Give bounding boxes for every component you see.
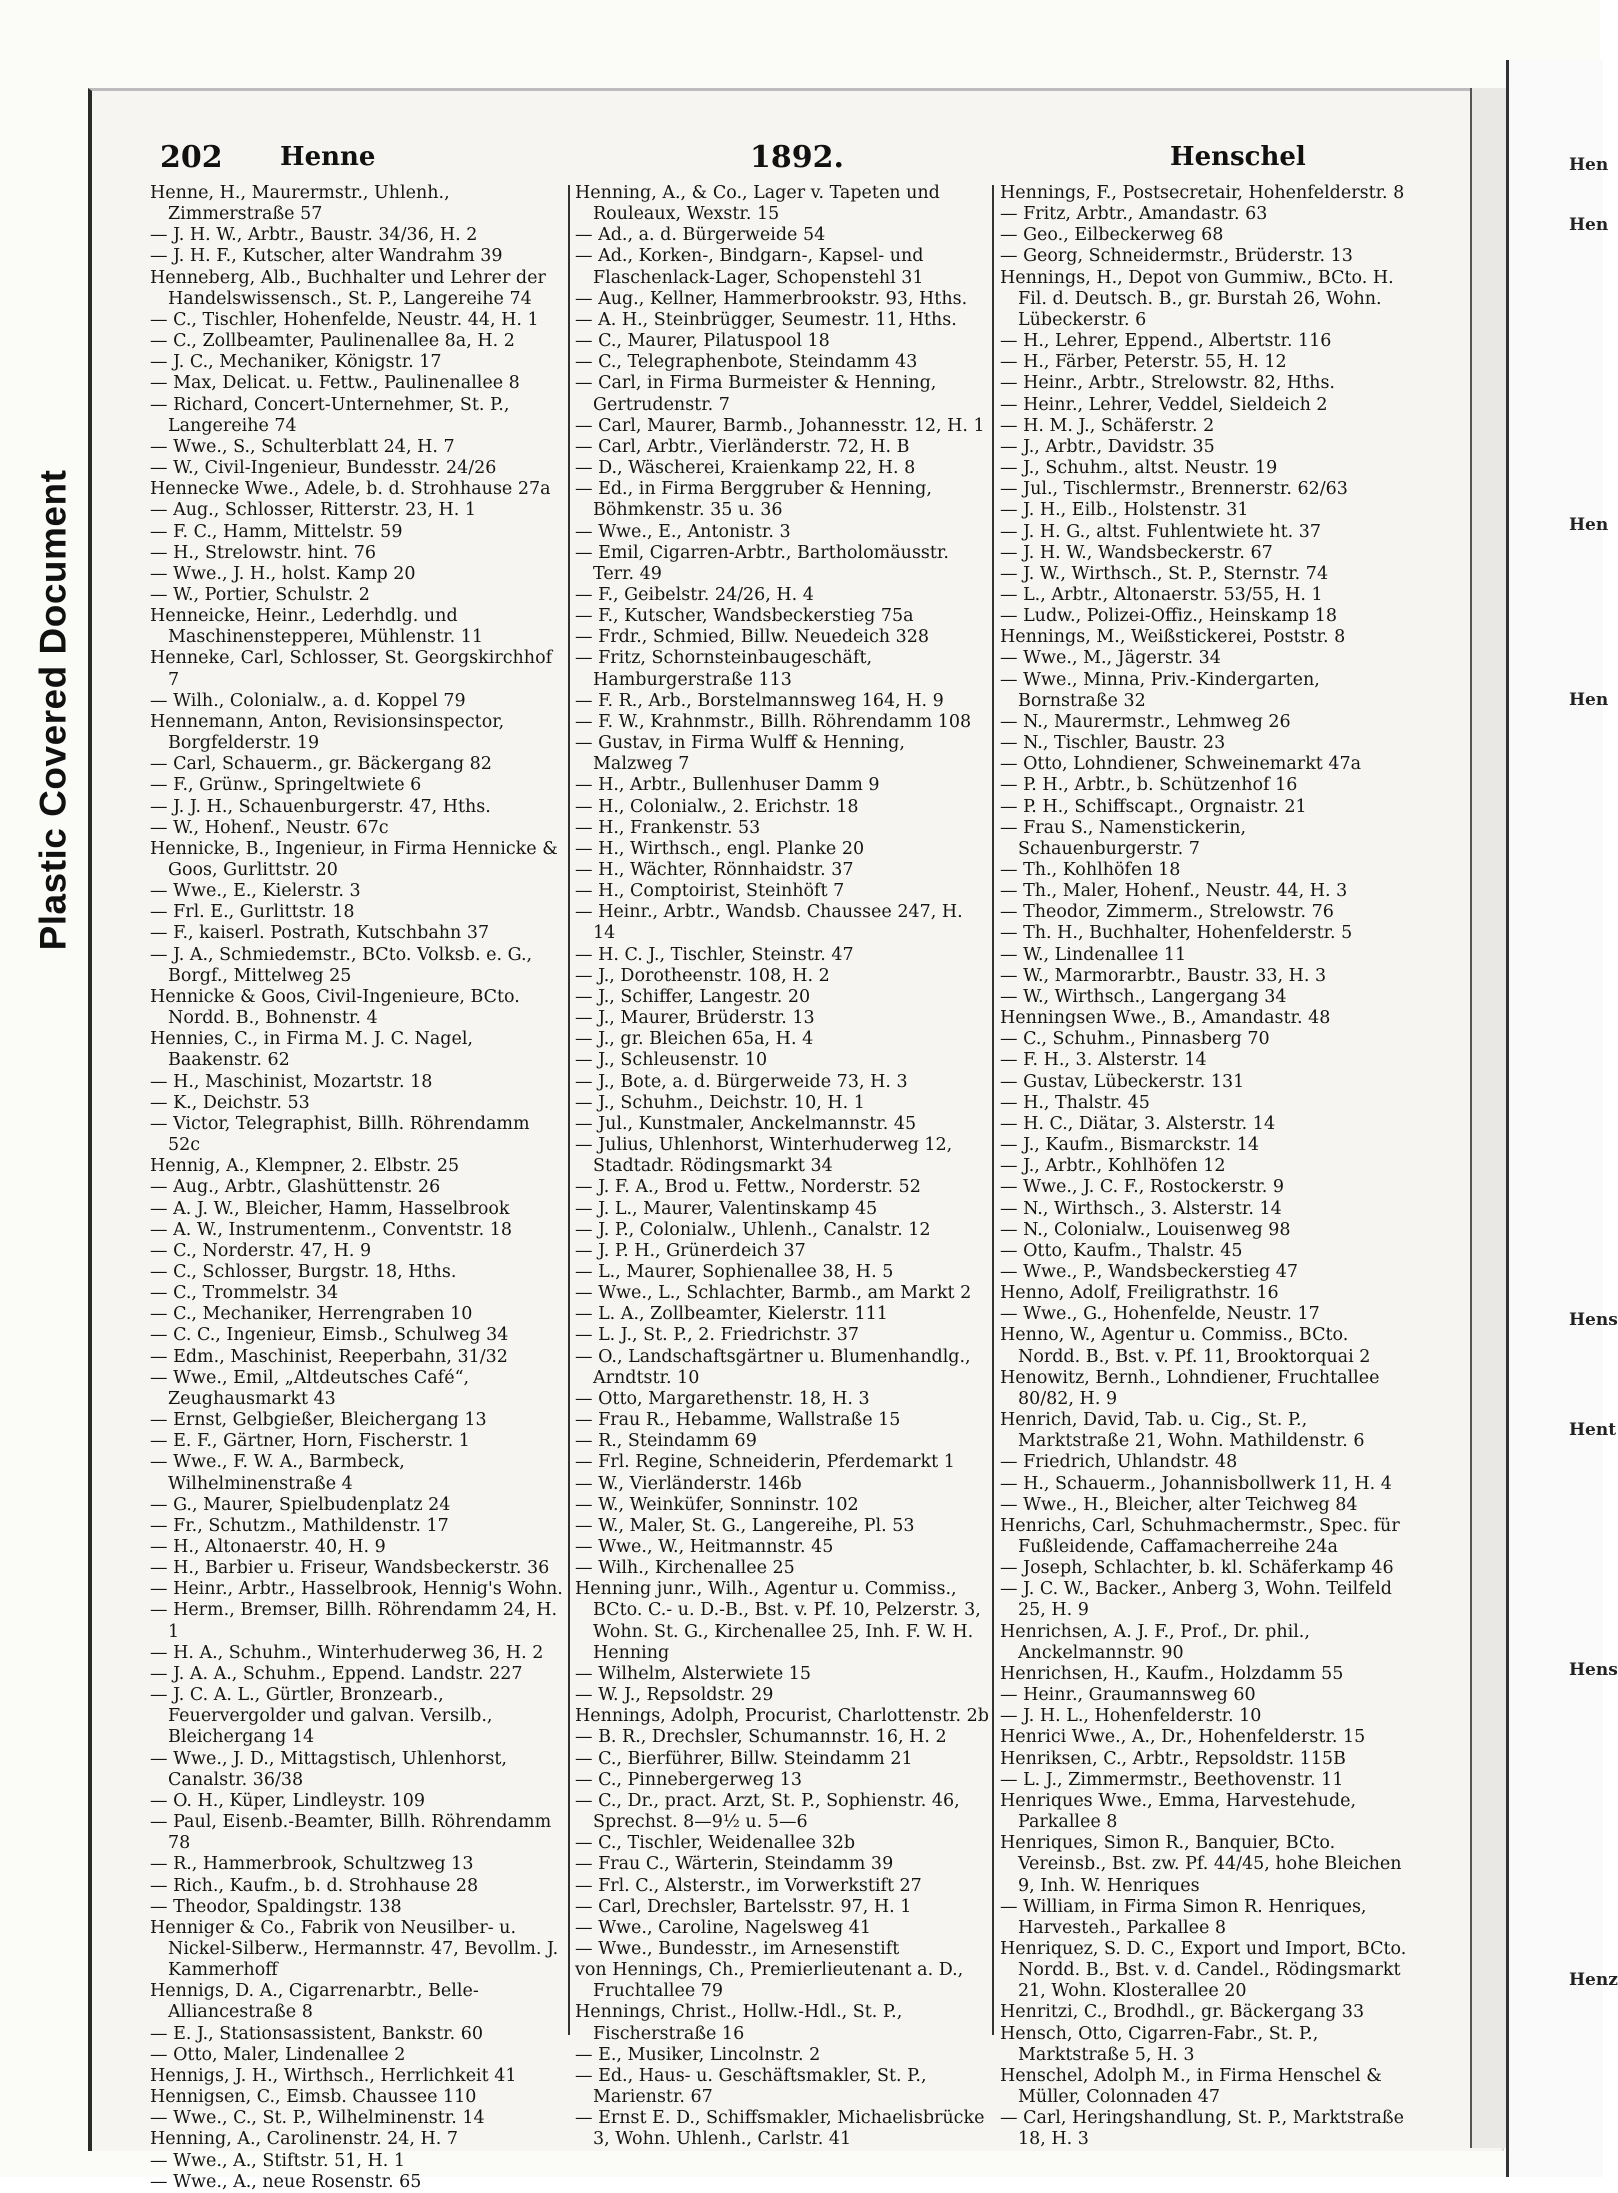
directory-entry: — L., Arbtr., Altonaerstr. 53/55, H. 1 — [1000, 584, 1323, 605]
directory-entry: — L. A., Zollbeamter, Kielerstr. 111 — [575, 1304, 888, 1325]
directory-entry: — Geo., Eilbeckerweg 68 — [1000, 225, 1224, 246]
next-page-fragment: Hen — [1569, 690, 1609, 710]
directory-entry: — H. C. J., Tischler, Steinstr. 47 — [575, 944, 854, 965]
directory-entry: — Fritz, Schornsteinbaugeschäft, Hamburgerstraße 113 — [575, 648, 873, 690]
directory-entry: — Wwe., P., Wandsbeckerstieg 47 — [1000, 1261, 1299, 1282]
directory-entry: — D., Wäscherei, Kraienkamp 22, H. 8 — [575, 458, 916, 479]
directory-entry: — Georg, Schneidermstr., Brüderstr. 13 — [1000, 246, 1353, 267]
directory-entry: Hennicke & Goos, Civil-Ingenieure, BCto. Nordd. B., Bohnenstr. 4 — [150, 986, 520, 1029]
directory-entry: — N., Wirthsch., 3. Alsterstr. 14 — [1000, 1198, 1282, 1219]
directory-entry: — H., Wächter, Rönnhaidstr. 37 — [575, 860, 854, 880]
directory-entry: — Victor, Telegraphist, Billh. Röhrendamm 52c — [150, 1113, 530, 1156]
directory-entry: — William, in Firma Simon R. Henriques, Harvesteh., Parkallee 8 — [1000, 1896, 1367, 1938]
directory-entry: Hennings, F., Postsecretair, Hohenfelderstr. 8 — [1000, 183, 1405, 203]
directory-entry: Henrichs, Carl, Schuhmachermstr., Spec. für Fußleidende, Caffamacherreihe 24a — [1000, 1515, 1400, 1557]
directory-entry: — C., Bierführer, Billw. Steindamm 21 — [575, 1748, 913, 1769]
directory-entry: — C., Norderstr. 47, H. 9 — [150, 1240, 372, 1261]
directory-entry: Hennings, Adolph, Procurist, Charlottenstr. 2b — [575, 1706, 989, 1727]
directory-entry: — Wilh., Kirchenallee 25 — [575, 1558, 795, 1579]
directory-entry: — F. R., Arb., Borstelmannsweg 164, H. 9 — [575, 690, 944, 711]
directory-entry: — Wwe., J. D., Mittagstisch, Uhlenhorst, Canalstr. 36/38 — [150, 1748, 507, 1790]
directory-column-3 — [1000, 183, 1410, 2150]
directory-entry: — Joseph, Schlachter, b. kl. Schäferkamp 46 — [1000, 1558, 1394, 1579]
directory-entry: — H., Färber, Peterstr. 55, H. 12 — [1000, 352, 1287, 373]
directory-entry: — Frl. E., Gurlittstr. 18 — [150, 902, 355, 923]
directory-entry: Hennigs, D. A., Cigarrenarbtr., Belle-Alliancestraße 8 — [150, 1981, 479, 2023]
next-page-fragment: Hen — [1569, 215, 1609, 235]
directory-entry: — H., Thalstr. 45 — [1000, 1092, 1150, 1113]
directory-entry: — H. C., Diätar, 3. Alsterstr. 14 — [1000, 1113, 1276, 1134]
directory-entry: — Carl, in Firma Burmeister & Henning, Gertrudenstr. 7 — [575, 373, 937, 415]
directory-entry: — H., Comptoirist, Steinhöft 7 — [575, 881, 845, 902]
directory-entry: — F., Geibelstr. 24/26, H. 4 — [575, 584, 814, 605]
directory-entry: — Rich., Kaufm., b. d. Strohhause 28 — [150, 1875, 479, 1896]
directory-entry: — H., Arbtr., Bullenhuser Damm 9 — [575, 775, 880, 796]
directory-entry: — B. R., Drechsler, Schumannstr. 16, H. 2 — [575, 1727, 947, 1748]
directory-entry: — H., Maschinist, Mozartstr. 18 — [150, 1071, 433, 1092]
directory-entry: Henrichsen, A. J. F., Prof., Dr. phil., Anckelmannstr. 90 — [1000, 1621, 1310, 1663]
directory-entry: — J., Schleusenstr. 10 — [575, 1050, 768, 1071]
directory-entry: — N., Tischler, Baustr. 23 — [1000, 733, 1226, 754]
directory-entry: Hennings, M., Weißstickerei, Poststr. 8 — [1000, 627, 1346, 648]
directory-entry: — H., Schauerm., Johannisbollwerk 11, H. 4 — [1000, 1473, 1392, 1494]
directory-entry: von Hennings, Ch., Premierlieutenant a. D., Fruchtallee 79 — [575, 1960, 964, 2002]
directory-entry: — J., Schiffer, Langestr. 20 — [575, 986, 811, 1007]
directory-entry: — Frl. Regine, Schneiderin, Pferdemarkt 1 — [575, 1452, 955, 1473]
directory-entry: — O., Landschaftsgärtner u. Blumenhandlg., Arndtstr. 10 — [575, 1346, 971, 1388]
directory-entry: — N., Maurermstr., Lehmweg 26 — [1000, 711, 1291, 732]
directory-entry: — J. P. H., Grünerdeich 37 — [575, 1240, 806, 1261]
directory-entry: — C., Mechaniker, Herrengraben 10 — [150, 1304, 473, 1325]
directory-entry: — Wwe., Bundesstr., im Arnesenstift — [575, 1938, 900, 1959]
directory-entry: Henriques Wwe., Emma, Harvestehude, Parkallee 8 — [1000, 1790, 1357, 1833]
directory-entry: — P. H., Arbtr., b. Schützenhof 16 — [1000, 775, 1298, 796]
directory-entry: — Th., Kohlhöfen 18 — [1000, 860, 1181, 880]
directory-entry: Henritzi, C., Brodhdl., gr. Bäckergang 33 — [1000, 2002, 1365, 2023]
directory-entry: — Wwe., F. W. A., Barmbeck, Wilhelminenstraße 4 — [150, 1452, 405, 1494]
directory-entry: — J. H. W., Arbtr., Baustr. 34/36, H. 2 — [150, 225, 478, 246]
directory-entry: — Wwe., Caroline, Nagelsweg 41 — [575, 1917, 871, 1938]
directory-entry: — Herm., Bremser, Billh. Röhrendamm 24, H. 1 — [150, 1600, 558, 1642]
directory-entry: — W., Civil-Ingenieur, Bundesstr. 24/26 — [150, 458, 497, 479]
page-number: 202 — [160, 140, 223, 175]
directory-entry: Henneke, Carl, Schlosser, St. Georgskirchhof 7 — [150, 648, 553, 690]
directory-entry: — A. H., Steinbrügger, Seumestr. 11, Hths. — [575, 309, 957, 330]
directory-entry: Henning, A., & Co., Lager v. Tapeten und Rouleaux, Wexstr. 15 — [575, 183, 940, 225]
directory-entry: Henrici Wwe., A., Dr., Hohenfelderstr. 15 — [1000, 1727, 1366, 1748]
directory-column-2 — [575, 183, 990, 2150]
directory-entry: — F. C., Hamm, Mittelstr. 59 — [150, 521, 403, 542]
directory-entry: — C., Tischler, Weidenallee 32b — [575, 1833, 856, 1854]
directory-entry: — J. P., Colonialw., Uhlenh., Canalstr. 12 — [575, 1219, 931, 1240]
directory-entry: — C., Schlosser, Burgstr. 18, Hths. — [150, 1261, 457, 1282]
directory-entry: — Carl, Arbtr., Vierländerstr. 72, H. B — [575, 436, 910, 457]
directory-entry: — Frau S., Namenstickerin, Schauenburgerstr. 7 — [1000, 817, 1247, 859]
directory-entry: — Wwe., E., Kielerstr. 3 — [150, 881, 361, 902]
directory-entry: — Carl, Drechsler, Bartelsstr. 97, H. 1 — [575, 1896, 912, 1917]
directory-entry: — P. H., Schiffscapt., Orgnaistr. 21 — [1000, 796, 1307, 817]
directory-entry: — W., Weinküfer, Sonninstr. 102 — [575, 1494, 859, 1515]
directory-entry: — Wwe., Minna, Priv.-Kindergarten, Bornstraße 32 — [1000, 669, 1320, 711]
directory-entry: — H., Barbier u. Friseur, Wandsbeckerstr. 36 — [150, 1558, 550, 1579]
directory-entry: Henno, Adolf, Freiligrathstr. 16 — [1000, 1283, 1279, 1304]
directory-entry: — Paul, Eisenb.-Beamter, Billh. Röhrendamm 78 — [150, 1812, 552, 1854]
directory-entry: — Aug., Kellner, Hammerbrookstr. 93, Hths. — [575, 288, 968, 309]
directory-entry: — J. H. L., Hohenfelderstr. 10 — [1000, 1706, 1262, 1727]
directory-entry: — Heinr., Graumannsweg 60 — [1000, 1685, 1256, 1706]
directory-entry: Henrichsen, H., Kaufm., Holzdamm 55 — [1000, 1663, 1344, 1684]
directory-entry: — Wwe., L., Schlachter, Barmb., am Markt 2 — [575, 1283, 972, 1304]
directory-entry: — H., Lehrer, Eppend., Albertstr. 116 — [1000, 331, 1332, 352]
directory-entry: — Carl, Maurer, Barmb., Johannesstr. 12, H. 1 — [575, 415, 985, 436]
directory-entry: — Theodor, Zimmerm., Strelowstr. 76 — [1000, 902, 1334, 923]
directory-entry: — J. H. F., Kutscher, alter Wandrahm 39 — [150, 246, 503, 267]
directory-entry: — Frau R., Hebamme, Wallstraße 15 — [575, 1410, 901, 1431]
directory-entry: Hennemann, Anton, Revisionsinspector, Borgfelderstr. 19 — [150, 711, 505, 754]
directory-entry: — L. J., St. P., 2. Friedrichstr. 37 — [575, 1325, 860, 1346]
directory-entry: — C. C., Ingenieur, Eimsb., Schulweg 34 — [150, 1325, 509, 1346]
directory-entry: — Aug., Schlosser, Ritterstr. 23, H. 1 — [150, 500, 476, 521]
directory-entry: Henning junr., Wilh., Agentur u. Commiss., BCto. C.- u. D.-B., Bst. v. Pf. 10, Pelzerstr. 3, Wohn. St. G., Kirchenallee 25, Inh. F. W. H. Henning — [575, 1579, 981, 1663]
directory-entry: — Wwe., J. H., holst. Kamp 20 — [150, 563, 416, 584]
directory-entry: — C., Dr., pract. Arzt, St. P., Sophienstr. 46, Sprechst. 8—9½ u. 5—6 — [575, 1790, 960, 1833]
directory-entry: — C., Telegraphenbote, Steindamm 43 — [575, 352, 918, 373]
directory-entry: Hennings, Christ., Hollw.-Hdl., St. P., Fischerstraße 16 — [575, 2002, 903, 2044]
directory-entry: — H., Wirthsch., engl. Planke 20 — [575, 838, 865, 859]
directory-entry: — Wilhelm, Alsterwiete 15 — [575, 1663, 812, 1684]
directory-entry: — J. A., Schmiedemstr., BCto. Volksb. e. G., Borgf., Mittelweg 25 — [150, 944, 533, 986]
directory-entry: — Carl, Heringshandlung, St. P., Marktstraße 18, H. 3 — [1000, 2108, 1404, 2150]
directory-entry: — Wwe., M., Jägerstr. 34 — [1000, 648, 1221, 669]
directory-entry: — E. F., Gärtner, Horn, Fischerstr. 1 — [150, 1431, 470, 1452]
directory-entry: Henschel, Adolph M., in Firma Henschel & Müller, Colonnaden 47 — [1000, 2065, 1382, 2108]
next-page-fragment: Hen — [1569, 155, 1609, 175]
directory-entry: — W., Hohenf., Neustr. 67c — [150, 817, 389, 838]
directory-entry: — H., Altonaerstr. 40, H. 9 — [150, 1537, 386, 1557]
directory-entry: Henno, W., Agentur u. Commiss., BCto. Nordd. B., Bst. v. Pf. 11, Brooktorquai 2 — [1000, 1325, 1371, 1367]
right-running-head: Henschel — [1170, 142, 1306, 172]
directory-entry: — Frl. C., Alsterstr., im Vorwerkstift 27 — [575, 1875, 922, 1896]
directory-entry: — Th. H., Buchhalter, Hohenfelderstr. 5 — [1000, 923, 1353, 944]
page-gutter — [1470, 88, 1508, 2148]
directory-entry: Hennicke, B., Ingenieur, in Firma Hennicke & Goos, Gurlittstr. 20 — [150, 838, 558, 880]
year-heading: 1892. — [750, 140, 844, 175]
directory-entry: — C., Pinnebergerweg 13 — [575, 1769, 803, 1790]
directory-entry: — Otto, Maler, Lindenallee 2 — [150, 2044, 406, 2065]
directory-entry: Henneicke, Heinr., Lederhdlg. und Maschinensteppereı, Mühlenstr. 11 — [150, 606, 484, 648]
directory-entry: Henriquez, S. D. C., Export und Import, BCto. Nordd. B., Bst. v. d. Candel., Rödingsmarkt 21, Wohn. Klosterallee 20 — [1000, 1938, 1407, 2002]
directory-entry: — Ludw., Polizei-Offiz., Heinskamp 18 — [1000, 606, 1338, 627]
directory-entry: — Heinr., Arbtr., Strelowstr. 82, Hths. — [1000, 373, 1335, 394]
directory-entry: — Heinr., Arbtr., Wandsb. Chaussee 247, H. 14 — [575, 902, 963, 944]
directory-entry: — Jul., Kunstmaler, Anckelmannstr. 45 — [575, 1113, 917, 1134]
directory-entry: — W. J., Repsoldstr. 29 — [575, 1685, 774, 1706]
directory-entry: — Carl, Schauerm., gr. Bäckergang 82 — [150, 754, 492, 775]
directory-entry: — J. C. W., Backer., Anberg 3, Wohn. Teilfeld 25, H. 9 — [1000, 1579, 1392, 1621]
directory-entry: — Gustav, in Firma Wulff & Henning, Malzweg 7 — [575, 733, 905, 775]
next-page-fragment: Hens — [1569, 1310, 1618, 1330]
directory-entry: — C., Trommelstr. 34 — [150, 1283, 339, 1304]
directory-entry: — J. L., Maurer, Valentinskamp 45 — [575, 1198, 878, 1219]
directory-entry: — J. F. A., Brod u. Fettw., Norderstr. 52 — [575, 1177, 921, 1198]
next-page-fragment: Henz — [1569, 1970, 1618, 1990]
next-page-fragment: Hent — [1569, 1420, 1617, 1440]
directory-entry: — Gustav, Lübeckerstr. 131 — [1000, 1071, 1245, 1092]
directory-entry: — O. H., Küper, Lindleystr. 109 — [150, 1790, 426, 1811]
directory-entry: — J., Dorotheenstr. 108, H. 2 — [575, 965, 830, 986]
directory-entry: — Julius, Uhlenhorst, Winterhuderweg 12, Stadtadr. Rödingsmarkt 34 — [575, 1135, 953, 1177]
directory-entry: — Edm., Maschinist, Reeperbahn, 31/32 — [150, 1346, 508, 1367]
directory-entry: Hennig, A., Klempner, 2. Elbstr. 25 — [150, 1156, 460, 1177]
directory-entry: Henrich, David, Tab. u. Cig., St. P., Marktstraße 21, Wohn. Mathildenstr. 6 — [1000, 1410, 1365, 1452]
directory-entry: — J. A. A., Schuhm., Eppend. Landstr. 227 — [150, 1663, 523, 1684]
plastic-covered-document-label — [18, 430, 88, 990]
directory-entry: — H., Colonialw., 2. Erichstr. 18 — [575, 796, 859, 817]
directory-entry: Hennies, C., in Firma M. J. C. Nagel, Baakenstr. 62 — [150, 1029, 473, 1071]
directory-entry: Henningsen Wwe., B., Amandastr. 48 — [1000, 1008, 1331, 1029]
directory-entry: — Wwe., C., St. P., Wilhelminenstr. 14 — [150, 2108, 485, 2129]
directory-entry: — Wwe., H., Bleicher, alter Teichweg 84 — [1000, 1494, 1358, 1515]
directory-entry: — C., Zollbeamter, Paulinenallee 8a, H. 2 — [150, 331, 515, 352]
directory-entry: — J. W., Wirthsch., St. P., Sternstr. 74 — [1000, 563, 1329, 584]
directory-entry: Henniger & Co., Fabrik von Neusilber- u. Nickel-Silberw., Hermannstr. 47, Bevollm. J. Kammerhoff — [150, 1917, 559, 1981]
directory-entry: Henriques, Simon R., Banquier, BCto. Vereinsb., Bst. zw. Pf. 44/45, hohe Bleichen 9, Inh. W. Henriques — [1000, 1833, 1402, 1896]
directory-entry: — L. J., Zimmermstr., Beethovenstr. 11 — [1000, 1769, 1344, 1790]
directory-entry: — Wwe., A., Stiftstr. 51, H. 1 — [150, 2150, 406, 2171]
directory-entry: — Frau C., Wärterin, Steindamm 39 — [575, 1854, 894, 1875]
directory-entry: — Otto, Lohndiener, Schweinemarkt 47a — [1000, 754, 1362, 775]
directory-entry: — W., Maler, St. G., Langereihe, Pl. 53 — [575, 1515, 915, 1536]
directory-entry: — Wwe., J. C. F., Rostockerstr. 9 — [1000, 1177, 1284, 1198]
directory-entry: — Ad., a. d. Bürgerweide 54 — [575, 225, 826, 246]
directory-entry: — Ed., in Firma Berggruber & Henning, Böhmkenstr. 35 u. 36 — [575, 479, 932, 521]
directory-entry: Henriksen, C., Arbtr., Repsoldstr. 115B — [1000, 1748, 1346, 1769]
directory-entry: — H. M. J., Schäferstr. 2 — [1000, 415, 1215, 436]
directory-entry: — Frdr., Schmied, Billw. Neuedeich 328 — [575, 627, 930, 648]
directory-entry: Hennecke Wwe., Adele, b. d. Strohhause 27a — [150, 479, 551, 500]
directory-entry: — W., Vierländerstr. 146b — [575, 1473, 802, 1494]
directory-entry: Henneberg, Alb., Buchhalter und Lehrer der Handelswissensch., St. P., Langereihe 74 — [150, 267, 546, 309]
directory-entry: — Wwe., E., Antonistr. 3 — [575, 521, 791, 542]
directory-entry: — Otto, Margarethenstr. 18, H. 3 — [575, 1388, 870, 1409]
directory-entry: — Heinr., Lehrer, Veddel, Sieldeich 2 — [1000, 394, 1328, 415]
directory-entry: — Wilh., Colonialw., a. d. Koppel 79 — [150, 690, 466, 711]
directory-entry: — J. J. H., Schauenburgerstr. 47, Hths. — [150, 796, 491, 817]
directory-entry: — C., Maurer, Pilatuspool 18 — [575, 331, 830, 352]
directory-column-1 — [150, 183, 565, 2192]
directory-entry: — Max, Delicat. u. Fettw., Paulinenallee 8 — [150, 373, 520, 394]
directory-entry: — Fr., Schutzm., Mathildenstr. 17 — [150, 1515, 449, 1536]
directory-entry: Hensch, Otto, Cigarren-Fabr., St. P., Marktstraße 5, H. 3 — [1000, 2023, 1319, 2065]
directory-entry: Hennigs, J. H., Wirthsch., Herrlichkeit 41 — [150, 2065, 517, 2086]
directory-entry: — Wwe., S., Schulterblatt 24, H. 7 — [150, 436, 455, 457]
directory-entry: — Heinr., Arbtr., Hasselbrook, Hennig's Wohn. — [150, 1579, 563, 1600]
directory-entry: — E., Musiker, Lincolnstr. 2 — [575, 2044, 821, 2065]
directory-entry: — W., Lindenallee 11 — [1000, 944, 1187, 965]
directory-entry: — W., Marmorarbtr., Baustr. 33, H. 3 — [1000, 965, 1327, 986]
directory-entry: — Wwe., A., neue Rosenstr. 65 — [150, 2171, 422, 2192]
directory-entry: — Wwe., W., Heitmannstr. 45 — [575, 1537, 834, 1557]
next-page-fragment: Hens — [1569, 1660, 1618, 1680]
directory-entry: — E. J., Stationsassistent, Bankstr. 60 — [150, 2023, 483, 2044]
directory-entry: — C., Tischler, Hohenfelde, Neustr. 44, H. 1 — [150, 309, 539, 330]
directory-entry: — F., Grünw., Springeltwiete 6 — [150, 775, 422, 796]
directory-entry: — K., Deichstr. 53 — [150, 1092, 310, 1113]
directory-entry: Hennings, H., Depot von Gummiw., BCto. H. Fil. d. Deutsch. B., gr. Burstah 26, Wohn. Lübeckerstr. 6 — [1000, 267, 1394, 330]
directory-entry: — J. C., Mechaniker, Königstr. 17 — [150, 352, 442, 373]
directory-entry: — F., kaiserl. Postrath, Kutschbahn 37 — [150, 923, 490, 944]
column-divider — [568, 185, 570, 2035]
directory-entry: — J., Kaufm., Bismarckstr. 14 — [1000, 1135, 1260, 1156]
next-page-fragment: Hen — [1569, 515, 1609, 535]
adjacent-page-edge — [1506, 60, 1618, 2177]
directory-entry: — J. C. A. L., Gürtler, Bronzearb., Feuervergolder und galvan. Versilb., Bleichergang 14 — [150, 1685, 493, 1748]
directory-entry: — Ed., Haus- u. Geschäftsmakler, St. P., Marienstr. 67 — [575, 2065, 927, 2108]
directory-entry: — Wwe., Emil, „Altdeutsches Café“, Zeughausmarkt 43 — [150, 1367, 470, 1409]
directory-entry: — R., Steindamm 69 — [575, 1431, 757, 1452]
column-divider — [992, 185, 994, 2035]
directory-entry: Hennigsen, C., Eimsb. Chaussee 110 — [150, 2087, 477, 2108]
directory-entry: — Richard, Concert-Unternehmer, St. P., Langereihe 74 — [150, 394, 510, 436]
directory-entry: — Wwe., G., Hohenfelde, Neustr. 17 — [1000, 1304, 1320, 1325]
directory-entry: — A. J. W., Bleicher, Hamm, Hasselbrook — [150, 1198, 510, 1219]
directory-entry: — H. A., Schuhm., Winterhuderweg 36, H. 2 — [150, 1642, 544, 1663]
directory-entry: — Ernst E. D., Schiffsmakler, Michaelisbrücke 3, Wohn. Uhlenh., Carlstr. 41 — [575, 2108, 985, 2150]
directory-entry: — Emil, Cigarren-Arbtr., Bartholomäusstr. Terr. 49 — [575, 542, 949, 584]
directory-entry: — J., Maurer, Brüderstr. 13 — [575, 1008, 815, 1029]
directory-entry: — N., Colonialw., Louisenweg 98 — [1000, 1219, 1291, 1240]
directory-entry: — W., Portier, Schulstr. 2 — [150, 584, 370, 605]
page-header — [150, 140, 1420, 180]
directory-entry: Henne, H., Maurermstr., Uhlenh., Zimmerstraße 57 — [150, 183, 450, 225]
directory-entry: — J., Arbtr., Kohlhöfen 12 — [1000, 1156, 1226, 1177]
directory-entry: — G., Maurer, Spielbudenplatz 24 — [150, 1494, 451, 1515]
directory-entry: — Jul., Tischlermstr., Brennerstr. 62/63 — [1000, 479, 1348, 500]
directory-entry: — F., Kutscher, Wandsbeckerstieg 75a — [575, 606, 914, 627]
directory-entry: — J., Bote, a. d. Bürgerweide 73, H. 3 — [575, 1071, 908, 1092]
directory-entry: — J., Schuhm., Deichstr. 10, H. 1 — [575, 1092, 865, 1113]
directory-entry: — R., Hammerbrook, Schultzweg 13 — [150, 1854, 474, 1875]
directory-entry: — J., Schuhm., altst. Neustr. 19 — [1000, 458, 1278, 479]
directory-entry: — Ernst, Gelbgießer, Bleichergang 13 — [150, 1410, 487, 1431]
directory-entry: — Theodor, Spaldingstr. 138 — [150, 1896, 402, 1917]
directory-entry: — H., Frankenstr. 53 — [575, 817, 761, 838]
directory-entry: — F. H., 3. Alsterstr. 14 — [1000, 1050, 1207, 1071]
side-label-text: Plastic Covered Document — [32, 469, 73, 951]
directory-entry: — J. H. G., altst. Fuhlentwiete ht. 37 — [1000, 521, 1321, 542]
directory-entry: — L., Maurer, Sophienallee 38, H. 5 — [575, 1261, 894, 1282]
directory-entry: — F. W., Krahnmstr., Billh. Röhrendamm 108 — [575, 711, 972, 732]
directory-entry: — Friedrich, Uhlandstr. 48 — [1000, 1452, 1238, 1473]
directory-entry: — Fritz, Arbtr., Amandastr. 63 — [1000, 204, 1268, 225]
directory-entry: — J. H., Eilb., Holstenstr. 31 — [1000, 500, 1249, 521]
directory-entry: — J. H. W., Wandsbeckerstr. 67 — [1000, 542, 1273, 563]
directory-entry: — Aug., Arbtr., Glashüttenstr. 26 — [150, 1177, 441, 1198]
directory-entry: Henning, A., Carolinenstr. 24, H. 7 — [150, 2129, 458, 2150]
directory-entry: — J., gr. Bleichen 65a, H. 4 — [575, 1029, 814, 1050]
directory-entry: — J., Arbtr., Davidstr. 35 — [1000, 436, 1215, 457]
directory-entry: — C., Schuhm., Pinnasberg 70 — [1000, 1029, 1270, 1050]
directory-entry: — Otto, Kaufm., Thalstr. 45 — [1000, 1240, 1243, 1261]
directory-entry: — H., Strelowstr. hint. 76 — [150, 542, 377, 563]
directory-entry: — Ad., Korken-, Bindgarn-, Kapsel- und Flaschenlack-Lager, Schopenstehl 31 — [575, 246, 924, 288]
left-running-head: Henne — [280, 142, 376, 172]
directory-entry: — A. W., Instrumentenm., Conventstr. 18 — [150, 1219, 513, 1240]
directory-entry: — W., Wirthsch., Langergang 34 — [1000, 986, 1287, 1007]
directory-entry: Henowitz, Bernh., Lohndiener, Fruchtallee 80/82, H. 9 — [1000, 1367, 1380, 1409]
directory-entry: — Th., Maler, Hohenf., Neustr. 44, H. 3 — [1000, 881, 1348, 902]
